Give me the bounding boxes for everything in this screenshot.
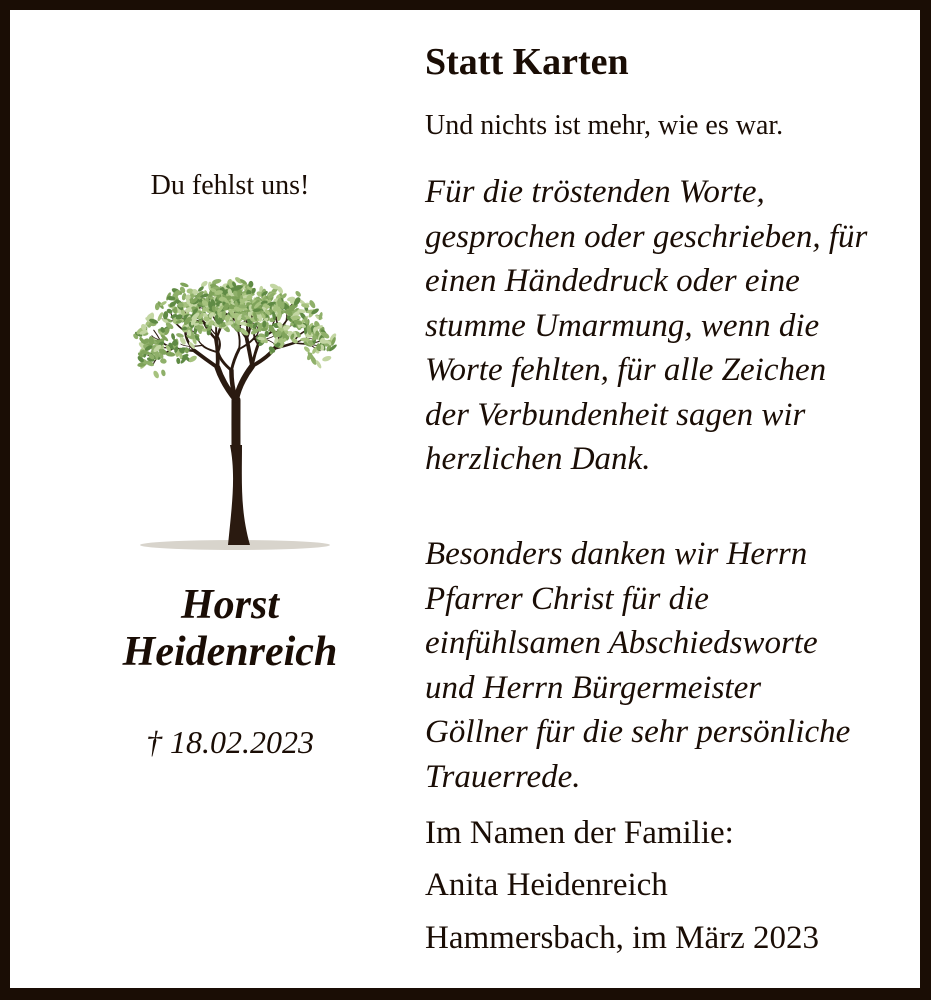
- branch: [238, 332, 239, 349]
- tree-illustration: [90, 245, 380, 555]
- thanks-paragraph: [425, 170, 867, 482]
- heading: Statt Karten: [425, 41, 629, 83]
- leaf: [160, 369, 166, 377]
- text-line: stumme Umarmung, wenn die: [425, 307, 820, 344]
- last-name: Heidenreich: [122, 629, 338, 675]
- motto: Du fehlst uns!: [150, 170, 310, 201]
- signature-name: Anita Heidenreich: [425, 867, 668, 903]
- branch: [236, 366, 252, 400]
- text-line: Trauerrede.: [425, 758, 581, 795]
- text-line: Worte fehlten, für alle Zeichen: [425, 352, 827, 388]
- special-thanks-paragraph: [425, 532, 850, 799]
- leaf: [152, 370, 160, 379]
- death-date: † 18.02.2023: [146, 724, 314, 760]
- first-name: Horst: [180, 582, 280, 628]
- branch: [195, 351, 218, 368]
- signature-place-date: Hammersbach, im März 2023: [425, 920, 820, 956]
- text-line: einfühlsamen Abschiedsworte: [425, 625, 818, 661]
- text-line: gesprochen oder geschrieben, für: [425, 218, 868, 255]
- text-line: und Herrn Bürgermeister: [425, 669, 762, 706]
- leaf: [176, 358, 181, 365]
- text-line: einen Händedruck oder eine: [425, 263, 800, 299]
- notice-body: [10, 10, 920, 988]
- leaf: [322, 355, 332, 362]
- text-line: der Verbundenheit sagen wir: [425, 396, 806, 433]
- deceased-name: [10, 582, 450, 676]
- tree-trunk: [228, 445, 250, 545]
- text-line: herzlichen Dank.: [425, 441, 651, 477]
- text-line: Göllner für die sehr persönliche: [425, 714, 851, 750]
- text-line: Besonders danken wir Herrn: [425, 536, 808, 572]
- text-line: Pfarrer Christ für die: [425, 580, 709, 617]
- leaf: [282, 331, 285, 339]
- text-line: Für die tröstenden Worte,: [425, 174, 765, 210]
- subheading: Und nichts ist mehr, wie es war.: [425, 110, 784, 141]
- tree-leaves: [132, 276, 338, 379]
- leaf: [294, 290, 302, 298]
- branch: [231, 349, 239, 370]
- leaf: [160, 358, 168, 365]
- signature-intro: Im Namen der Familie:: [425, 815, 734, 851]
